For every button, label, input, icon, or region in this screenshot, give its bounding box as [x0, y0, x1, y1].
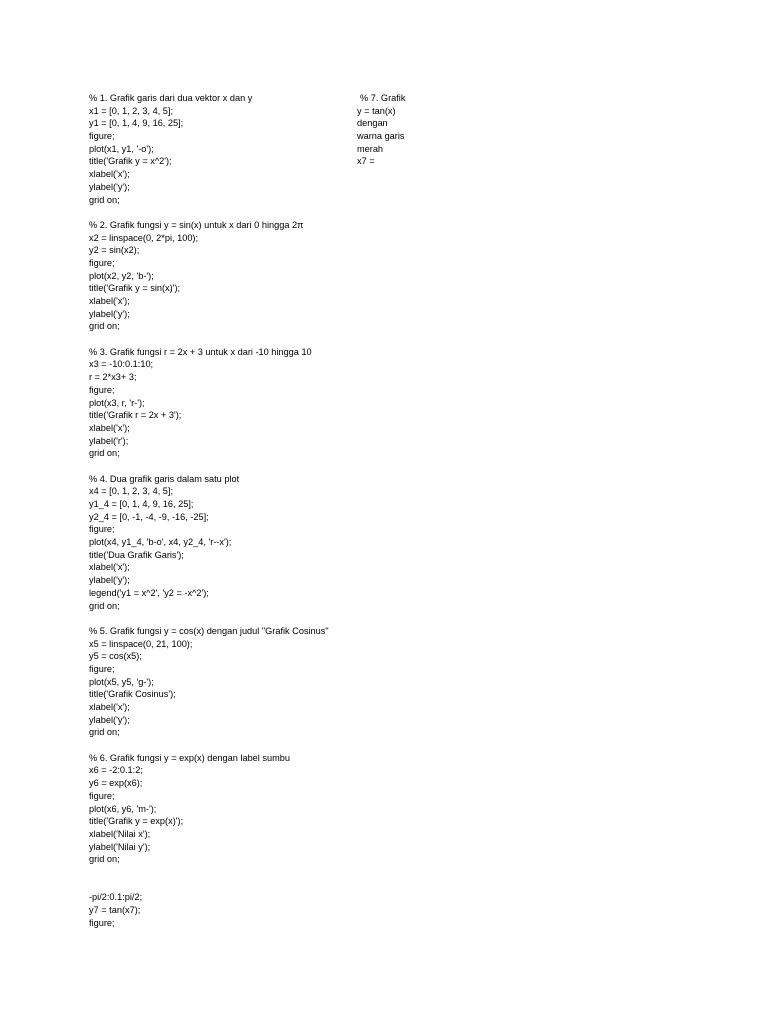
code-line: y2 = sin(x2); — [89, 245, 140, 256]
code-line: xlabel('x'); — [89, 422, 130, 433]
section-comment: % 4. Dua grafik garis dalam satu plot — [89, 473, 240, 484]
code-line: grid on; — [89, 448, 120, 459]
code-line: ylabel('Nilai y'); — [89, 841, 151, 852]
code-line: grid on; — [89, 600, 120, 611]
code-line: xlabel('x'); — [89, 562, 130, 573]
code-line: grid on; — [89, 854, 120, 865]
code-line: grid on; — [89, 194, 120, 205]
code-line: y1_4 = [0, 1, 4, 9, 16, 25]; — [89, 499, 194, 509]
code-line: x6 = -2:0.1:2; — [89, 765, 143, 776]
code-line: title('Grafik y = exp(x)'); — [89, 816, 184, 827]
code-line: merah — [357, 143, 384, 154]
code-line: grid on; — [89, 321, 120, 332]
blank-line — [89, 460, 419, 473]
code-line: xlabel('x'); — [89, 702, 130, 712]
code-line: dengan — [357, 118, 388, 129]
section-comment: % 6. Grafik fungsi y = exp(x) dengan label sumbu — [89, 752, 290, 763]
code-line: y6 = exp(x6); — [89, 778, 143, 789]
code-line: plot(x5, y5, 'g-'); — [89, 676, 154, 687]
code-line: ylabel('y'); — [89, 575, 130, 586]
blank-line — [89, 333, 419, 346]
code-column-side — [357, 92, 477, 168]
code-line: x2 = linspace(0, 2*pi, 100); — [89, 232, 199, 243]
code-line: y5 = cos(x5); — [89, 651, 142, 662]
code-line: warna garis — [357, 131, 405, 142]
code-line: y1 = [0, 1, 4, 9, 16, 25]; — [89, 118, 184, 129]
code-line: x1 = [0, 1, 2, 3, 4, 5]; — [89, 105, 174, 116]
code-line: figure; — [89, 257, 115, 268]
code-line: title('Grafik y = x^2'); — [89, 156, 172, 167]
code-line: ylabel('y'); — [89, 308, 130, 319]
section-comment: % 3. Grafik fungsi r = 2x + 3 untuk x dari -10 hingga 10 — [89, 346, 312, 357]
code-line: figure; — [89, 663, 115, 674]
blank-line — [89, 612, 419, 625]
code-line: y2_4 = [0, -1, -4, -9, -16, -25]; — [89, 511, 209, 522]
code-line: figure; — [89, 131, 115, 142]
blank-line — [89, 866, 419, 879]
code-line: plot(x3, r, 'r-'); — [89, 397, 145, 408]
blank-line — [89, 879, 419, 892]
section-comment: % 7. Grafik — [360, 93, 406, 103]
code-line: ylabel('y'); — [89, 714, 130, 725]
code-line: r = 2*x3+ 3; — [89, 372, 137, 383]
code-line: -pi/2:0.1:pi/2; — [89, 892, 143, 903]
code-line: grid on; — [89, 727, 120, 738]
code-line: x5 = linspace(0, 21, 100); — [89, 638, 193, 649]
code-line: title('Grafik Cosinus'); — [89, 689, 176, 700]
code-line: x3 = -10:0.1:10; — [89, 359, 154, 370]
code-line: plot(x4, y1_4, 'b-o', x4, y2_4, 'r--x'); — [89, 537, 232, 548]
blank-line — [89, 206, 419, 219]
section-comment: % 5. Grafik fungsi y = cos(x) dengan judul "Grafik Cosinus" — [89, 625, 329, 636]
code-line: figure; — [89, 790, 115, 801]
code-line: title('Dua Grafik Garis'); — [89, 549, 184, 560]
blank-line — [89, 739, 419, 752]
code-line: plot(x6, y6, 'm-'); — [89, 803, 157, 814]
code-line: title('Grafik y = sin(x)'); — [89, 283, 181, 294]
code-line: x4 = [0, 1, 2, 3, 4, 5]; — [89, 486, 174, 497]
code-line: figure; — [89, 384, 115, 395]
code-line: xlabel('Nilai x'); — [89, 828, 151, 839]
code-line: ylabel('y'); — [89, 181, 130, 192]
code-line: title('Grafik r = 2x + 3'); — [89, 410, 182, 421]
code-line: plot(x2, y2, 'b-'); — [89, 270, 154, 281]
code-line: xlabel('x'); — [89, 169, 130, 180]
section-comment: % 2. Grafik fungsi y = sin(x) untuk x dari 0 hingga 2π — [89, 219, 304, 230]
code-line: figure; — [89, 524, 115, 535]
code-column-main — [89, 92, 419, 929]
code-line: legend('y1 = x^2', 'y2 = -x^2'); — [89, 587, 209, 598]
code-line: plot(x1, y1, '-o'); — [89, 143, 154, 154]
code-line: ylabel('r'); — [89, 435, 129, 446]
code-line: xlabel('x'); — [89, 296, 130, 306]
code-line: figure; — [89, 917, 115, 928]
code-line: x7 = — [357, 156, 375, 167]
code-line: y = tan(x) — [357, 105, 396, 116]
code-line: y7 = tan(x7); — [89, 905, 141, 915]
section-comment: % 1. Grafik garis dari dua vektor x dan y — [89, 93, 253, 103]
